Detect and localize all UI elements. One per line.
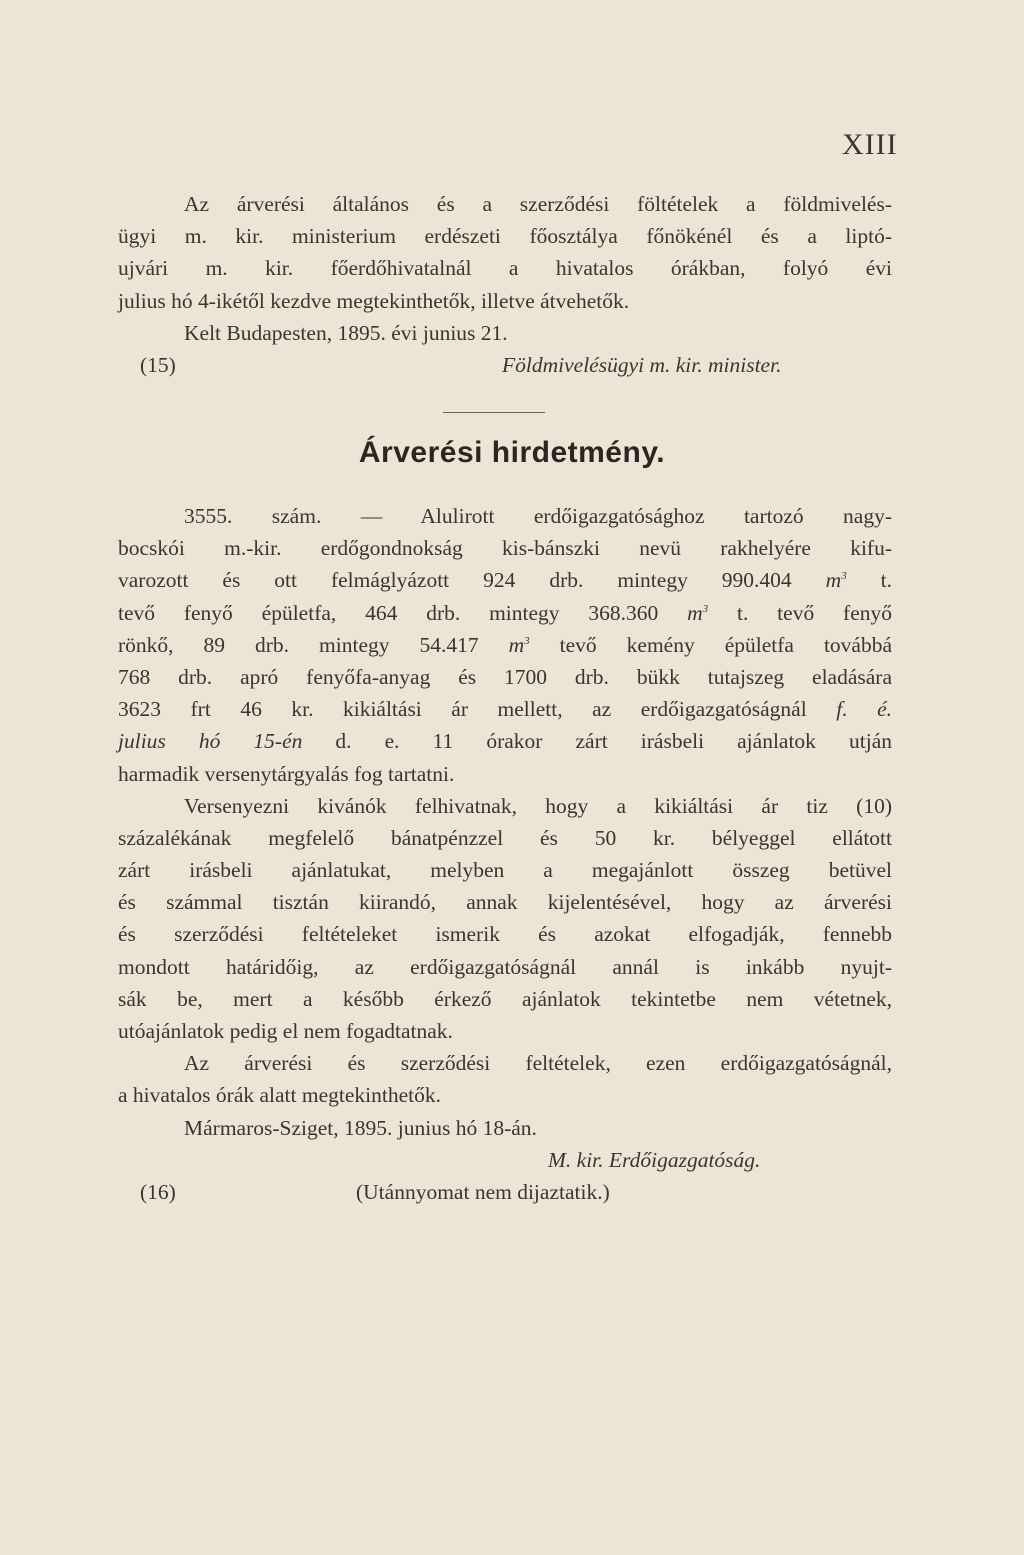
notice-heading: Árverési hirdetmény. xyxy=(358,436,666,469)
text-line: és számmal tisztán kiirandó, annak kijelentésével, hogy az árverési xyxy=(118,890,892,915)
signature: M. kir. Erdőigazgatóság. xyxy=(548,1147,761,1172)
text-line: zárt irásbeli ajánlatukat, melyben a megajánlott összeg betüvel xyxy=(118,858,892,883)
text-line: ujvári m. kir. főerdőhivatalnál a hivatalos órákban, folyó évi xyxy=(118,256,892,281)
notice-number: (15) xyxy=(140,352,176,377)
text-line xyxy=(118,725,892,757)
unit-m3: $m^3$ xyxy=(508,632,530,657)
unit-m3: $m^3$ xyxy=(825,568,847,593)
signature-row xyxy=(118,349,892,381)
notice-block-16 xyxy=(118,500,892,1208)
deadline-date: julius hó 15-én xyxy=(118,729,303,754)
page-number: XIII xyxy=(842,128,898,161)
reprint-note: (Utánnyomat nem dijaztatik.) xyxy=(356,1179,610,1204)
text-line: harmadik versenytárgyalás fog tartatni. xyxy=(118,761,455,786)
notice-number: (16) xyxy=(140,1179,176,1204)
text-fragment: 3623 frt 46 kr. kikiáltási ár mellett, az erdőigazgatóságnál xyxy=(118,697,807,722)
footer-row xyxy=(118,1176,892,1208)
divider xyxy=(443,412,545,413)
text-fragment: tevő fenyő épületfa, 464 drb. mintegy 368.360 xyxy=(118,600,659,625)
text-fragment: tevő kemény épületfa továbbá xyxy=(559,632,892,657)
text-fragment: d. e. 11 órakor zárt irásbeli ajánlatok utján xyxy=(335,729,892,754)
text-fragment: f. é. xyxy=(836,697,893,722)
text-line: mondott határidőig, az erdőigazgatóságnál annál is inkább nyujt- xyxy=(118,954,892,979)
signature: Földmivelésügyi m. kir. minister. xyxy=(502,352,782,377)
text-line: 3555. szám. — Alulirott erdőigazgatósághoz tartozó nagy- xyxy=(184,504,892,528)
text-fragment: t. tevő fenyő xyxy=(736,600,892,625)
text-line: sák be, mert a később érkező ajánlatok tekintetbe nem vétetnek, xyxy=(118,986,892,1011)
text-line: és szerződési feltételeket ismerik és azokat elfogadják, fennebb xyxy=(118,922,892,947)
text-line xyxy=(118,629,892,661)
text-line xyxy=(118,597,892,629)
date-line: Kelt Budapesten, 1895. évi junius 21. xyxy=(184,320,508,345)
text-line: bocskói m.-kir. erdőgondnokság kis-bánszki nevü rakhelyére kifu- xyxy=(118,536,892,561)
text-line: julius hó 4-ikétől kezdve megtekinthetők, illetve átvehetők. xyxy=(118,288,630,313)
text-line: Az árverési és szerződési feltételek, ezen erdőigazgatóságnál, xyxy=(184,1051,892,1076)
text-line: ügyi m. kir. ministerium erdészeti főosztálya főnökénél és a liptó- xyxy=(118,224,892,249)
date-line: Mármaros-Sziget, 1895. junius hó 18-án. xyxy=(184,1115,537,1140)
text-line: Az árverési általános és a szerződési föltételek a földmivelés- xyxy=(184,192,892,216)
notice-block-15 xyxy=(118,188,892,381)
text-line: százalékának megfelelő bánatpénzzel és 50 kr. bélyeggel ellátott xyxy=(118,825,892,850)
text-fragment: rönkő, 89 drb. mintegy 54.417 xyxy=(118,632,479,657)
text-fragment: varozott és ott felmáglyázott 924 drb. mintegy 990.404 xyxy=(118,568,792,593)
text-line xyxy=(118,693,892,725)
unit-m3: $m^3$ xyxy=(687,600,709,625)
text-line: a hivatalos órák alatt megtekinthetők. xyxy=(118,1083,441,1108)
text-fragment: t. xyxy=(880,568,893,593)
text-line: 768 drb. apró fenyőfa-anyag és 1700 drb. bükk tutajszeg eladására xyxy=(118,664,892,689)
text-line: utóajánlatok pedig el nem fogadtatnak. xyxy=(118,1019,453,1043)
text-line xyxy=(118,564,892,596)
text-line: Versenyezni kivánók felhivatnak, hogy a kikiáltási ár tiz (10) xyxy=(184,793,892,818)
